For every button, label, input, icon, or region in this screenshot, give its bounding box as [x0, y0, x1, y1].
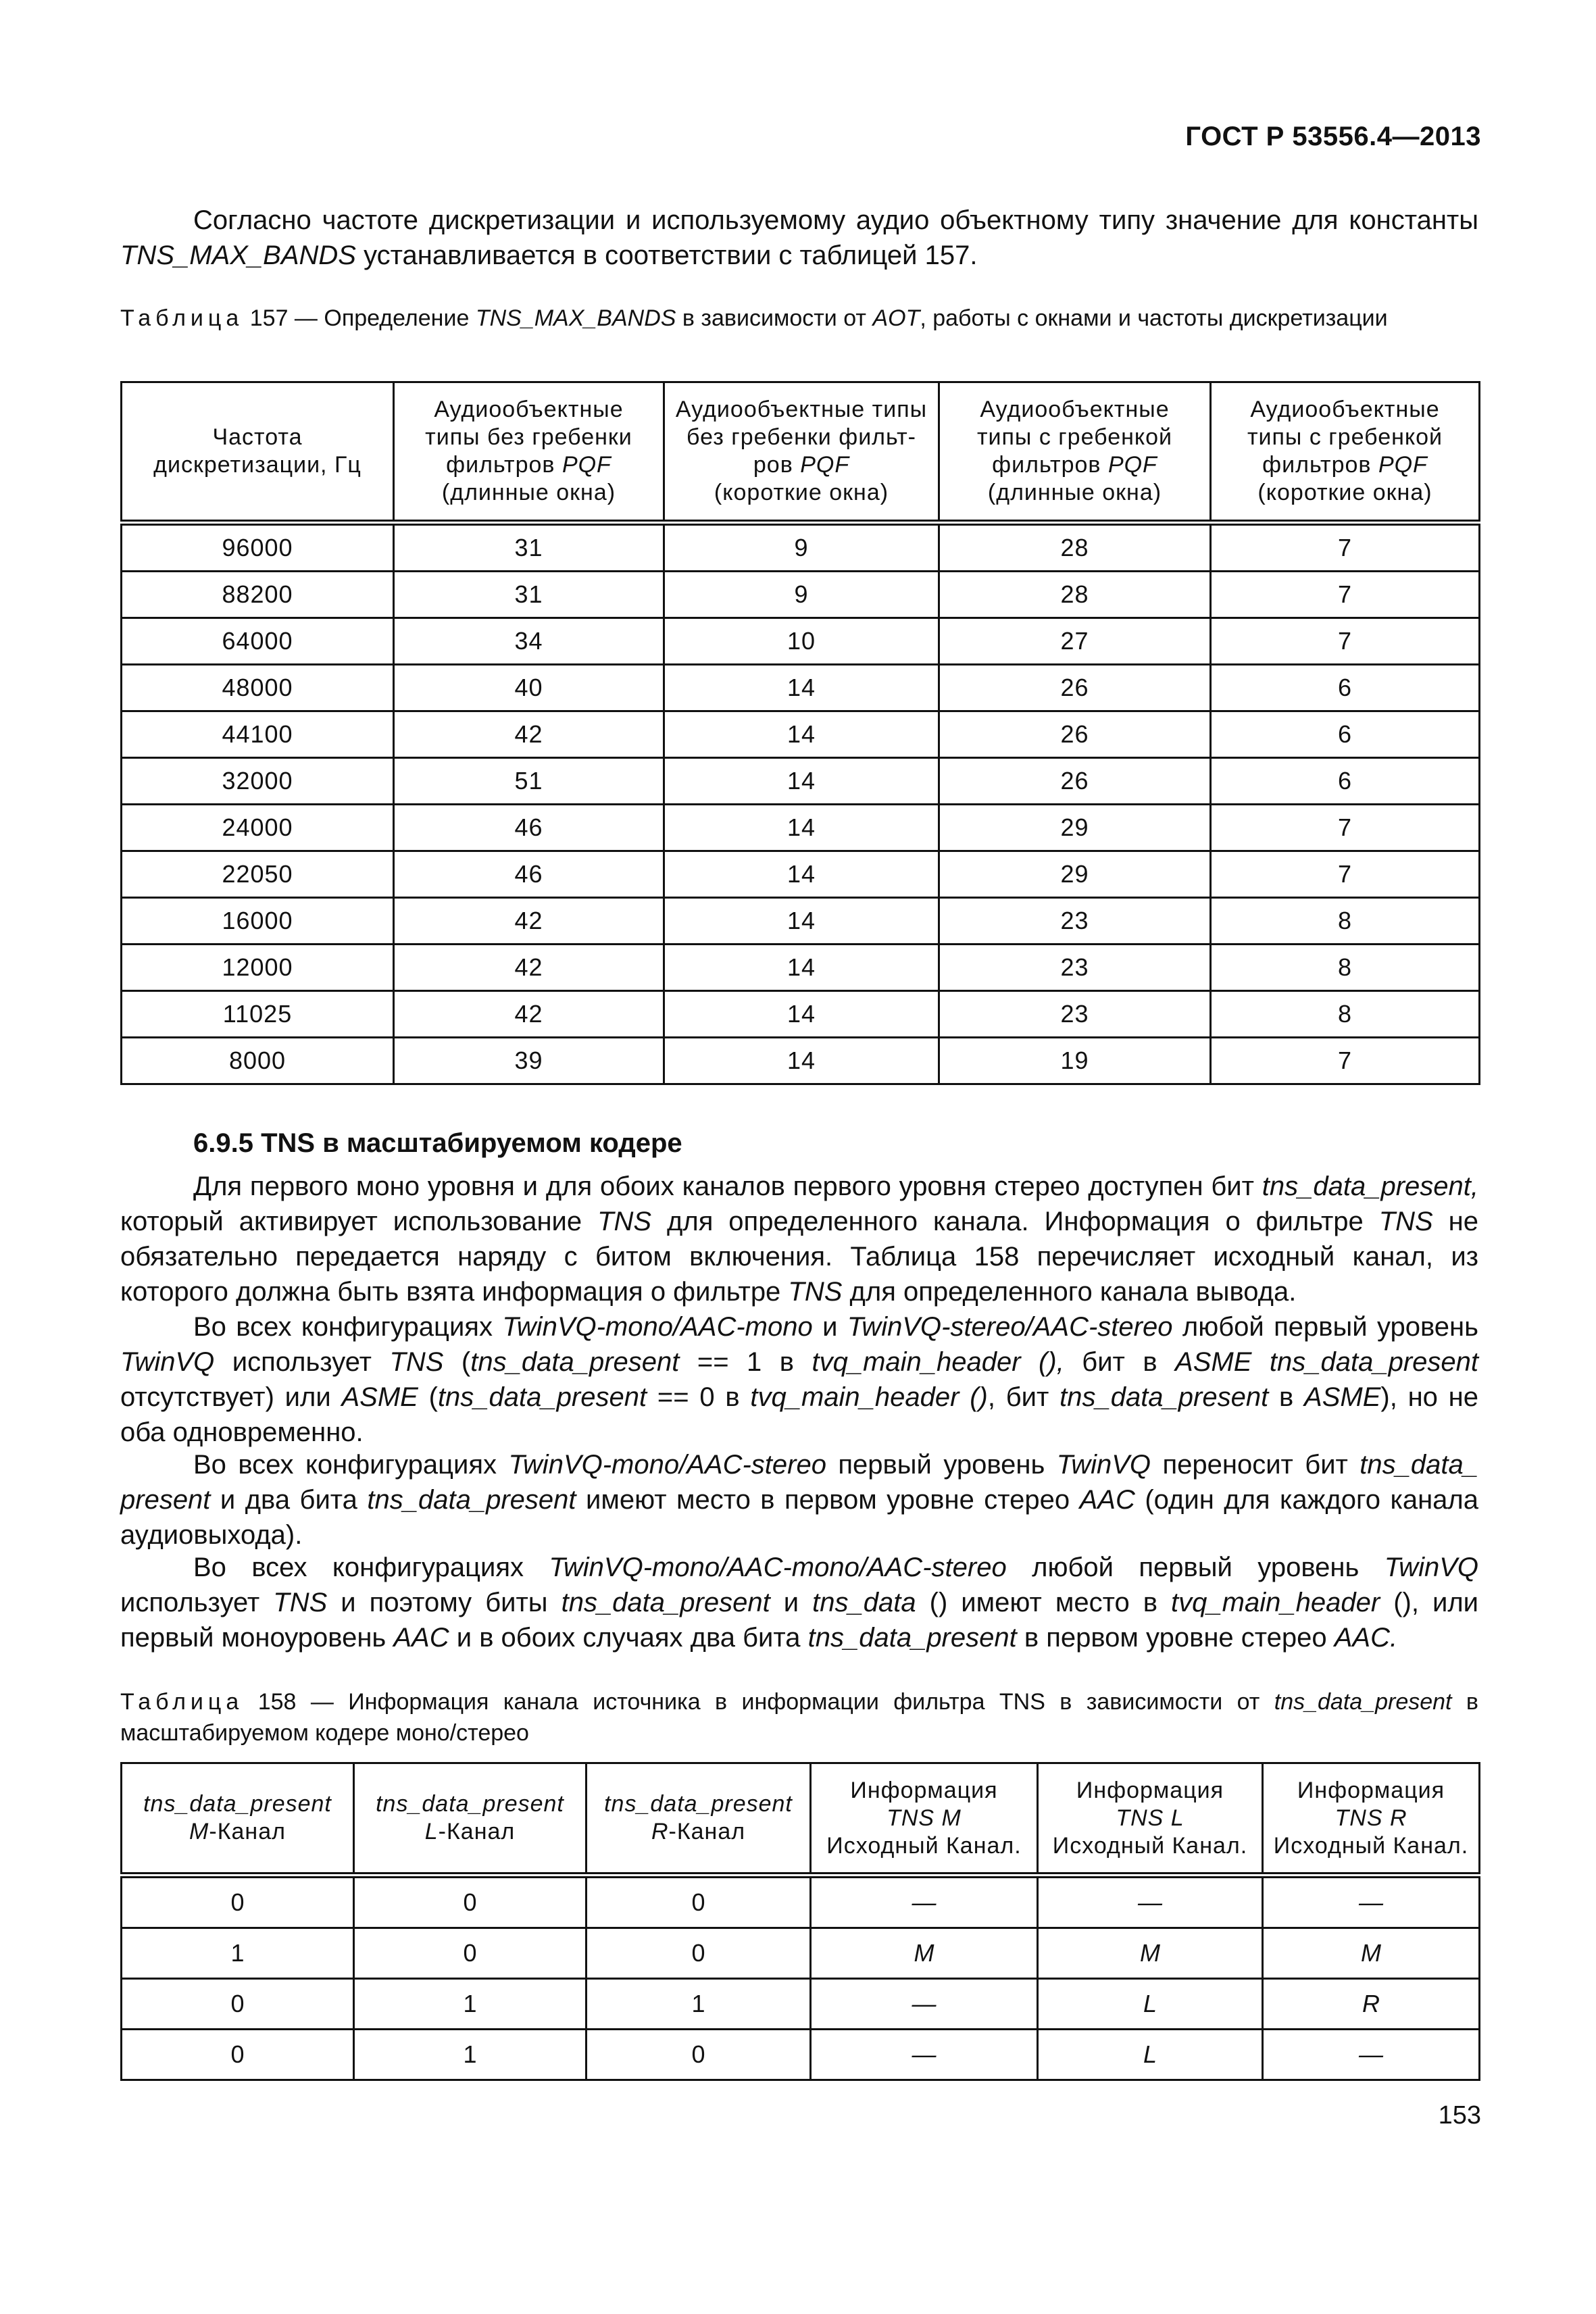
- text: и: [812, 1312, 847, 1342]
- text: в первом уровне стерео: [1016, 1623, 1335, 1653]
- table-cell: —: [811, 1979, 1038, 2030]
- table-cell: 7: [1211, 523, 1480, 572]
- text: любой первый уровень: [1172, 1312, 1478, 1342]
- header-line: без гребенки фильт-: [687, 424, 916, 450]
- header-line: Частота: [212, 424, 303, 450]
- table-row: [122, 523, 1480, 572]
- text: отсутствует) или: [120, 1382, 342, 1412]
- table-cell: 27: [939, 618, 1211, 665]
- header-text: фильтров: [1262, 452, 1372, 478]
- table-cell: 8000: [122, 1038, 394, 1084]
- header-line: Информация: [1076, 1777, 1224, 1803]
- table-cell: 7: [1211, 851, 1480, 898]
- text: Во всех конфигурациях: [193, 1450, 509, 1480]
- header-tns-r: [1263, 1763, 1480, 1876]
- table-cell: 6: [1211, 758, 1480, 805]
- table-row: [122, 851, 1480, 898]
- header-line: [940, 451, 1210, 479]
- table-cell: 23: [939, 991, 1211, 1038]
- table-cell: 0: [587, 1876, 811, 1928]
- table-cell: 14: [664, 851, 939, 898]
- text: для определенного канала вывода.: [842, 1277, 1297, 1307]
- text: и поэтому биты: [327, 1588, 562, 1617]
- table-row: [122, 711, 1480, 758]
- table-row: [122, 1979, 1480, 2030]
- caption-text: в зависимости от: [676, 305, 873, 331]
- text: не обязательно передается наряду с битом включения. Таблица 158 перечисляет исходный канал, из которого должна быть взята информация о фильтре: [120, 1207, 1479, 1307]
- table-cell: 51: [394, 758, 664, 805]
- text: имеют место в первом уровне стерео: [576, 1485, 1080, 1515]
- term: TNS: [273, 1588, 328, 1617]
- table-row: [122, 991, 1480, 1038]
- section-heading: 6.9.5 TNS в масштабируемом кодере: [193, 1128, 682, 1158]
- table-158: [120, 1762, 1480, 2081]
- table-cell: 0: [354, 1928, 587, 1979]
- table-cell: 28: [939, 572, 1211, 618]
- table-cell: 29: [939, 805, 1211, 851]
- section-paragraph-3: [120, 1447, 1478, 1553]
- term: TwinVQ: [1384, 1553, 1478, 1582]
- term: TwinVQ-mono/AAC-mono/AAC-stereo: [549, 1553, 1007, 1582]
- table-cell: M: [1038, 1928, 1263, 1979]
- table-cell: 0: [122, 1876, 354, 1928]
- table-cell: 7: [1211, 618, 1480, 665]
- header-pqf-short: [1211, 382, 1480, 523]
- table-cell: 42: [394, 991, 664, 1038]
- table-cell: 0: [587, 2030, 811, 2080]
- table-row: [122, 572, 1480, 618]
- table-cell: 48000: [122, 665, 394, 711]
- table-cell: 11025: [122, 991, 394, 1038]
- header-line: дискретизации, Гц: [153, 452, 361, 478]
- table-cell: 6: [1211, 665, 1480, 711]
- header-l-channel: [354, 1763, 587, 1876]
- header-text: фильтров: [446, 452, 555, 478]
- table-cell: 8: [1211, 945, 1480, 991]
- table-cell: 14: [664, 898, 939, 945]
- term: tns_data_present: [561, 1588, 770, 1617]
- table-row: [122, 945, 1480, 991]
- table-cell: 16000: [122, 898, 394, 945]
- table-row: [122, 618, 1480, 665]
- header-line: [355, 1818, 585, 1846]
- table157-body: [122, 523, 1480, 1084]
- table-cell: 28: [939, 523, 1211, 572]
- text: == 0 в: [647, 1382, 751, 1412]
- header-term: PQF: [1107, 452, 1157, 478]
- table-row: [122, 1876, 1480, 1928]
- term: TNS: [1378, 1207, 1433, 1236]
- header-line: TNS R: [1335, 1805, 1407, 1831]
- table-cell: —: [811, 2030, 1038, 2080]
- table-cell: 40: [394, 665, 664, 711]
- table-cell: 32000: [122, 758, 394, 805]
- header-line: типы без гребенки: [425, 424, 632, 450]
- header-no-pqf-long: [394, 382, 664, 523]
- table-row: [122, 1038, 1480, 1084]
- header-line: Исходный Канал.: [826, 1832, 1022, 1859]
- table-cell: 14: [664, 805, 939, 851]
- term: tns_data: [812, 1588, 916, 1617]
- term: TwinVQ-mono/AAC-stereo: [508, 1450, 826, 1480]
- header-line: Аудиообъектные типы: [675, 397, 928, 422]
- term: ASME: [1304, 1382, 1381, 1412]
- text: использует: [214, 1347, 390, 1377]
- header-line: Аудиообъектные: [1250, 397, 1440, 422]
- term: tns_data_present,: [1262, 1172, 1478, 1201]
- header-sampling-rate: [122, 382, 394, 523]
- table-cell: 7: [1211, 1038, 1480, 1084]
- text: ), но не оба одновременно.: [120, 1382, 1479, 1447]
- header-text: ров: [753, 452, 793, 478]
- term: AAC: [1079, 1485, 1135, 1515]
- text: и в обоих случаях два бита: [449, 1623, 808, 1653]
- term: TNS: [597, 1207, 652, 1236]
- table-cell: 24000: [122, 805, 394, 851]
- header-line: [1212, 451, 1478, 479]
- table-157: [120, 381, 1480, 1085]
- table-cell: 7: [1211, 805, 1480, 851]
- text: Во всех конфигурациях: [193, 1312, 503, 1342]
- table-cell: 44100: [122, 711, 394, 758]
- header-line: [122, 1818, 353, 1846]
- term: ASME tns_data_present: [1175, 1347, 1478, 1377]
- header-line: tns_data_present: [143, 1791, 332, 1817]
- section-paragraph-4: [120, 1550, 1478, 1655]
- header-line: (длинные окна): [441, 480, 616, 505]
- caption-label: Таблица: [120, 305, 244, 331]
- term: tns_data_ present: [120, 1450, 1478, 1515]
- table-cell: 0: [122, 2030, 354, 2080]
- text: (), или первый моноуровень: [120, 1588, 1479, 1653]
- header-term: L: [424, 1819, 439, 1844]
- caption-text: 157 — Определение: [243, 305, 476, 331]
- term: tns_data_present: [807, 1623, 1017, 1653]
- header-line: [665, 451, 938, 479]
- table-cell: 42: [394, 945, 664, 991]
- table-row: [122, 758, 1480, 805]
- table-cell: 26: [939, 665, 1211, 711]
- caption-term: TNS_MAX_BANDS: [475, 305, 676, 331]
- table-cell: M: [1263, 1928, 1480, 1979]
- header-line: Информация: [1297, 1777, 1445, 1803]
- term: tns_data_present: [437, 1382, 647, 1412]
- table-cell: 0: [354, 1876, 587, 1928]
- text: в: [1268, 1382, 1305, 1412]
- table-cell: 1: [122, 1928, 354, 1979]
- header-text: фильтров: [992, 452, 1101, 478]
- table-cell: 6: [1211, 711, 1480, 758]
- term: TwinVQ-mono/AAC-mono: [502, 1312, 813, 1342]
- table158-body: [122, 1876, 1480, 2080]
- term: TNS: [389, 1347, 444, 1377]
- text: использует: [120, 1588, 274, 1617]
- table-cell: —: [811, 1876, 1038, 1928]
- intro-text-end: устанавливается в соответствии с таблицей 157.: [355, 241, 978, 270]
- text: и: [770, 1588, 813, 1617]
- text: который активирует использование: [120, 1207, 598, 1236]
- term: TwinVQ: [1056, 1450, 1151, 1480]
- header-pqf-long: [939, 382, 1211, 523]
- term: ASME: [341, 1382, 418, 1412]
- table-cell: R: [1263, 1979, 1480, 2030]
- term: tvq_main_header (): [750, 1382, 988, 1412]
- table-cell: 7: [1211, 572, 1480, 618]
- table-cell: 26: [939, 758, 1211, 805]
- text: () имеют место в: [916, 1588, 1172, 1617]
- table-cell: 31: [394, 572, 664, 618]
- table-cell: 23: [939, 945, 1211, 991]
- table-cell: 14: [664, 665, 939, 711]
- term: tns_data_present: [470, 1347, 680, 1377]
- table-cell: 14: [664, 1038, 939, 1084]
- table-cell: 8: [1211, 991, 1480, 1038]
- header-line: (короткие окна): [714, 480, 889, 505]
- table-cell: 9: [664, 523, 939, 572]
- table-cell: —: [1263, 1876, 1480, 1928]
- table-cell: 14: [664, 945, 939, 991]
- caption-label: Таблица: [120, 1689, 244, 1715]
- header-line: Информация: [850, 1777, 998, 1803]
- table-row: [122, 805, 1480, 851]
- header-line: Аудиообъектные: [980, 397, 1170, 422]
- term: tvq_main_header: [1171, 1588, 1380, 1617]
- header-no-pqf-short: [664, 382, 939, 523]
- table-cell: 0: [122, 1979, 354, 2030]
- text: переносит бит: [1151, 1450, 1360, 1480]
- header-line: [587, 1818, 809, 1846]
- table-cell: 12000: [122, 945, 394, 991]
- header-term: R: [651, 1819, 669, 1844]
- table-row: [122, 665, 1480, 711]
- header-term: PQF: [562, 452, 612, 478]
- table-cell: 39: [394, 1038, 664, 1084]
- header-m-channel: [122, 1763, 354, 1876]
- text: (: [443, 1347, 471, 1377]
- term: AAC.: [1334, 1623, 1398, 1653]
- intro-paragraph: [120, 203, 1478, 273]
- table-cell: 42: [394, 711, 664, 758]
- header-line: типы с гребенкой: [1247, 424, 1443, 450]
- table-cell: 88200: [122, 572, 394, 618]
- header-line: Аудиообъектные: [434, 397, 624, 422]
- table-cell: 26: [939, 711, 1211, 758]
- table-cell: 14: [664, 758, 939, 805]
- table-cell: —: [1263, 2030, 1480, 2080]
- header-term: PQF: [800, 452, 850, 478]
- table-row: [122, 2030, 1480, 2080]
- table-cell: 0: [587, 1928, 811, 1979]
- table-cell: 34: [394, 618, 664, 665]
- text: == 1 в: [679, 1347, 812, 1377]
- text: , бит: [987, 1382, 1060, 1412]
- table-cell: M: [811, 1928, 1038, 1979]
- text: Для первого моно уровня и для обоих каналов первого уровня стерео доступен бит: [193, 1172, 1262, 1201]
- header-line: (длинные окна): [987, 480, 1162, 505]
- table-cell: 96000: [122, 523, 394, 572]
- table-cell: 9: [664, 572, 939, 618]
- table-cell: 22050: [122, 851, 394, 898]
- caption-text: в масштабируемом кодере моно/стерео: [120, 1689, 1478, 1746]
- term: AAC: [393, 1623, 449, 1653]
- term: tns_data_present: [1059, 1382, 1269, 1412]
- text: (: [418, 1382, 438, 1412]
- header-line: tns_data_present: [376, 1791, 564, 1817]
- header-text: -Канал: [668, 1819, 746, 1844]
- table-cell: 1: [354, 2030, 587, 2080]
- table158-caption: [120, 1686, 1478, 1749]
- table-cell: 29: [939, 851, 1211, 898]
- section-paragraph-2: [120, 1309, 1478, 1450]
- header-tns-l: [1038, 1763, 1263, 1876]
- table-cell: 46: [394, 851, 664, 898]
- table-cell: —: [1038, 1876, 1263, 1928]
- table-cell: 42: [394, 898, 664, 945]
- table-row: [122, 1928, 1480, 1979]
- table-cell: 8: [1211, 898, 1480, 945]
- table-cell: 14: [664, 991, 939, 1038]
- standard-header: ГОСТ Р 53556.4—2013: [1185, 122, 1481, 151]
- intro-term: TNS_MAX_BANDS: [120, 241, 356, 270]
- header-line: Исходный Канал.: [1273, 1832, 1469, 1859]
- table-cell: 1: [354, 1979, 587, 2030]
- caption-term: AOT: [872, 305, 920, 331]
- table157-caption: [120, 303, 1478, 334]
- text: любой первый уровень: [1006, 1553, 1385, 1582]
- table-cell: 10: [664, 618, 939, 665]
- header-text: -Канал: [209, 1819, 286, 1844]
- table-cell: 1: [587, 1979, 811, 2030]
- text: Во всех конфигурациях: [193, 1553, 549, 1582]
- table-cell: 46: [394, 805, 664, 851]
- term: tvq_main_header (),: [812, 1347, 1064, 1377]
- header-line: tns_data_present: [604, 1791, 793, 1817]
- caption-text: 158 — Информация канала источника в информации фильтра TNS в зависимости от: [243, 1689, 1274, 1715]
- header-tns-m: [811, 1763, 1038, 1876]
- text: и два бита: [210, 1485, 368, 1515]
- header-line: Исходный Канал.: [1052, 1832, 1248, 1859]
- caption-text: , работы с окнами и частоты дискретизации: [920, 305, 1388, 331]
- term: TNS: [788, 1277, 843, 1307]
- table-cell: L: [1038, 1979, 1263, 2030]
- term: tns_data_present: [367, 1485, 576, 1515]
- header-r-channel: [587, 1763, 811, 1876]
- intro-text: Согласно частоте дискретизации и используемому аудио объектному типу значение для константы: [193, 205, 1478, 235]
- header-line: TNS M: [887, 1805, 962, 1831]
- header-term: M: [189, 1819, 209, 1844]
- header-line: [395, 451, 663, 479]
- header-text: -Канал: [438, 1819, 516, 1844]
- table-cell: 31: [394, 523, 664, 572]
- term: TwinVQ-stereo/AAC-stereo: [847, 1312, 1173, 1342]
- text: бит в: [1064, 1347, 1176, 1377]
- section-paragraph-1: [120, 1169, 1478, 1309]
- header-line: типы с гребенкой: [976, 424, 1173, 450]
- table-cell: 19: [939, 1038, 1211, 1084]
- table-cell: 64000: [122, 618, 394, 665]
- page-number: 153: [1438, 2101, 1481, 2130]
- text: (один для каждого канала аудиовыхода).: [120, 1485, 1478, 1550]
- table-row: [122, 898, 1480, 945]
- text: первый уровень: [826, 1450, 1057, 1480]
- table-cell: 23: [939, 898, 1211, 945]
- header-line: TNS L: [1116, 1805, 1184, 1831]
- header-line: (короткие окна): [1257, 480, 1432, 505]
- table-cell: 14: [664, 711, 939, 758]
- term: TwinVQ: [120, 1347, 215, 1377]
- text: для определенного канала. Информация о фильтре: [651, 1207, 1379, 1236]
- caption-term: tns_data_present: [1274, 1689, 1452, 1715]
- header-term: PQF: [1378, 452, 1428, 478]
- table-cell: L: [1038, 2030, 1263, 2080]
